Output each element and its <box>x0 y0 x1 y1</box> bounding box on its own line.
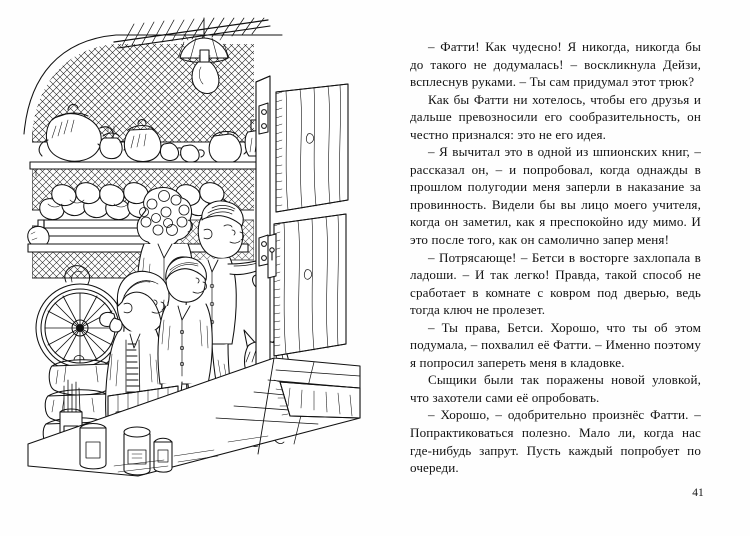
paragraph: – Ты права, Бетси. Хорошо, что ты об этом подумала, – похвалил её Фатти. – Именно поэтому я попросил запереть меня в кладовке. <box>410 319 701 370</box>
keyhole-plate <box>268 234 276 278</box>
page-number: 41 <box>692 487 704 499</box>
paragraph: – Потрясающе! – Бетси в восторге захлопала в ладоши. – И так легко! Правда, такой способ не сработает в комнате с ковром под дверью, ведь тогда ключ не пролезет. <box>410 249 701 318</box>
paragraph: – Я вычитал это в одной из шпионских книг, – рассказал он, – и попробовал, когда однажды в прошлом полугодии меня заперли в наказание за провинность. Видели бы вы лицо моего учителя, когда он заметил, как я преспокойно иду мимо. И это после того, как он самолично запер меня! <box>410 144 701 248</box>
paragraph: Сыщики были так поражены новой уловкой, что захотели сами её опробовать. <box>410 372 701 405</box>
body-text-column <box>410 38 701 477</box>
chapter-illustration <box>18 14 370 484</box>
paragraph: – Хорошо, – одобрительно произнёс Фатти. – Попрактиковаться полезно. Мало ли, когда нас где-нибудь запрут. Пусть каждый попробует по очереди. <box>410 407 701 476</box>
cup-row <box>160 143 204 162</box>
paragraph: – Фатти! Как чудесно! Я никогда, никогда бы до такого не додумалась! – воскликнула Дейзи, всплеснув руками. – Ты сам придумал этот трюк? <box>410 39 701 90</box>
paragraph: Как бы Фатти ни хотелось, чтобы его друзья и дальше превозносили его сообразительность, он честно признался: это не его идея. <box>410 91 701 142</box>
